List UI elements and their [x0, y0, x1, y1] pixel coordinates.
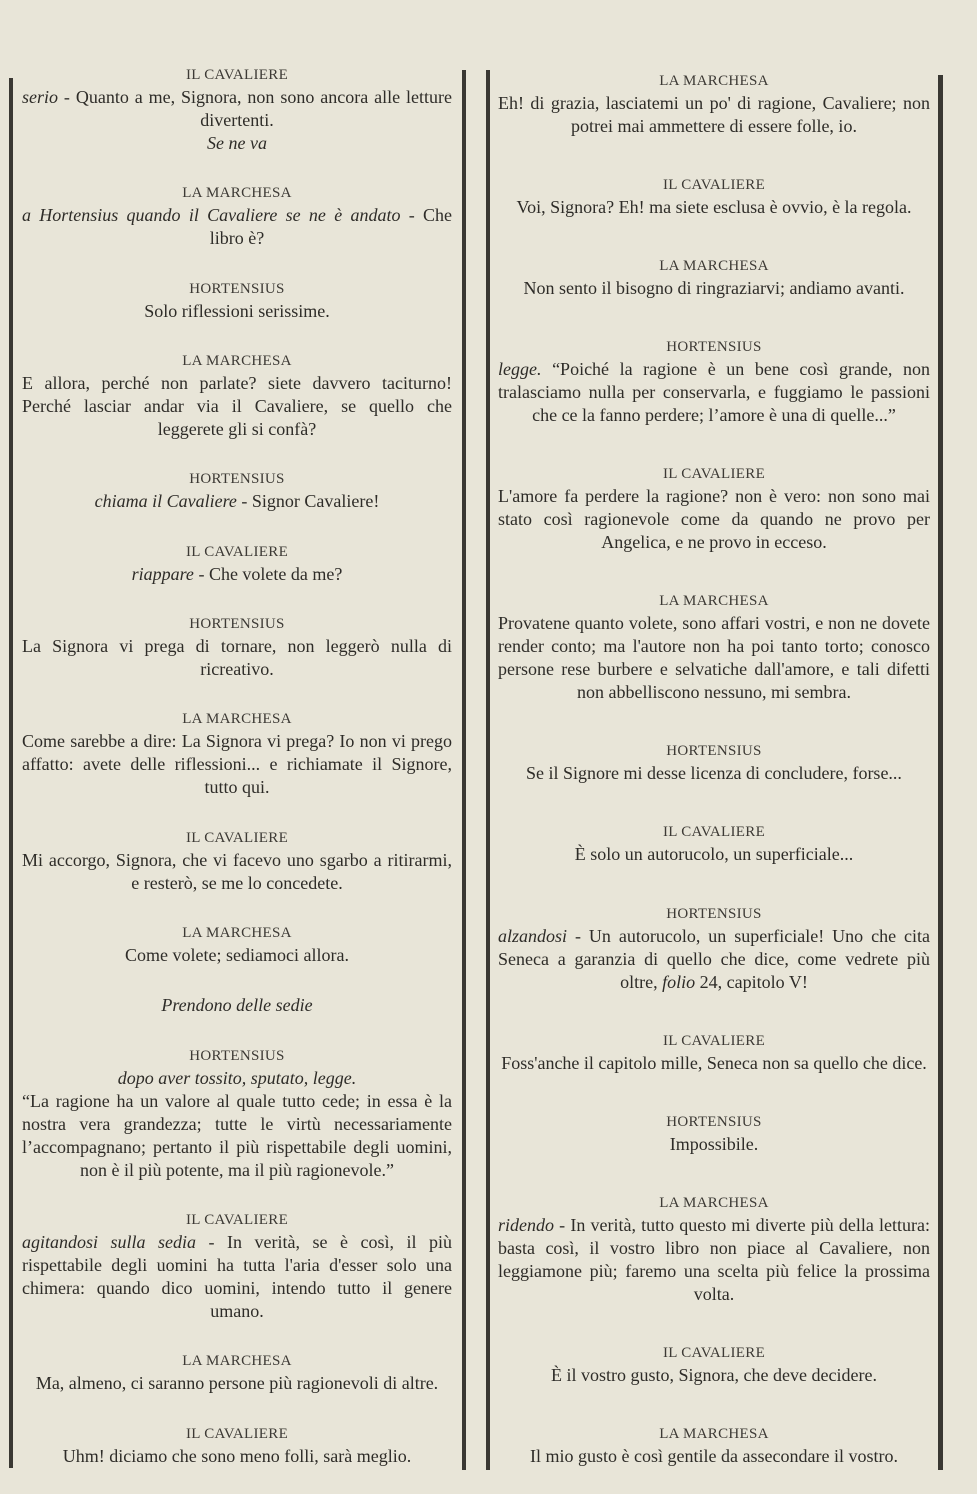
- speech-text: [22, 635, 452, 681]
- dialogue-block: [498, 1111, 930, 1156]
- dialogue-block: [498, 740, 930, 785]
- dialogue-block: [498, 821, 930, 866]
- dialogue-block: [22, 182, 452, 250]
- right-column: [498, 70, 930, 1468]
- dialogue-block: [22, 1045, 452, 1182]
- speech-line: È il vostro gusto, Signora, che deve decidere.: [551, 1364, 877, 1385]
- dialogue-block: [22, 541, 452, 586]
- speech-text: [22, 1090, 452, 1182]
- speech-text: [498, 196, 930, 219]
- speaker-name: LA MARCHESA: [659, 1425, 769, 1442]
- speech-text: [498, 1364, 930, 1387]
- speech-line: Voi, Signora? Eh! ma siete esclusa è ovvio, è la regola.: [516, 197, 912, 218]
- speaker-name: LA MARCHESA: [659, 593, 769, 610]
- speech-line: Uhm! diciamo che sono meno folli, sarà meglio.: [62, 1445, 412, 1466]
- speaker-name: HORTENSIUS: [666, 1113, 762, 1130]
- speaker-name: HORTENSIUS: [666, 905, 762, 922]
- left-column-left-rule: [9, 78, 13, 1468]
- speaker-name: LA MARCHESA: [182, 925, 292, 942]
- speech-line: L'amore fa perdere la ragione? non è vero: non sono mai stato così ragionevole come da quando ne provo per Angelica, e ne provo in ecceso.: [498, 486, 930, 553]
- dialogue-block: [22, 1350, 452, 1395]
- speech-text: [498, 843, 930, 866]
- speech-line: E allora, perché non parlate? siete davvero taciturno! Perché lasciar andar via il Cavaliere, se quello che leggerete gli si confà?: [22, 373, 452, 440]
- speech-text: [498, 1133, 930, 1156]
- italic-term: folio: [662, 971, 696, 992]
- speaker-name: IL CAVALIERE: [662, 466, 766, 483]
- speaker-name: LA MARCHESA: [659, 73, 769, 89]
- stage-direction-line: dopo aver tossito, sputato, legge.: [117, 1067, 357, 1088]
- dialogue-block: [498, 1192, 930, 1306]
- dialogue-block: [22, 827, 452, 895]
- speaker-name: HORTENSIUS: [189, 1047, 285, 1064]
- speaker-name: IL CAVALIERE: [662, 824, 766, 841]
- stage-direction-inline: serio: [22, 87, 58, 107]
- dialogue-block: [498, 70, 930, 138]
- speech-text: [498, 92, 930, 138]
- stage-direction-inline: ridendo: [498, 1214, 554, 1235]
- speech-text: serio - Quanto a me, Signora, non sono ancora alle letture divertenti.: [22, 87, 453, 130]
- speech-text: [22, 1372, 452, 1395]
- speech-text: [498, 485, 930, 554]
- speaker-name: HORTENSIUS: [666, 743, 762, 760]
- speech-text: agitandosi sulla sedia - In verità, se è così, il più rispettabile degli uomini ha tutta l'aria d'esser solo una chimera: quando dico uomini, intendo tutto il genere umano.: [22, 1232, 453, 1322]
- stage-direction-inline: chiama il Cavaliere: [94, 491, 237, 512]
- speech-line: In verità, se è così, il più rispettabile degli uomini ha tutta l'aria d'esser solo una chimera: quando dico uomini, intendo tutto il genere umano.: [22, 1232, 453, 1322]
- dialogue-block: [22, 1423, 452, 1468]
- left-column: [22, 64, 452, 1468]
- speech-line-end: 24, capitolo V!: [699, 971, 808, 992]
- speech-text: [22, 372, 452, 441]
- dialogue-block: [498, 336, 930, 427]
- exit-note: Se ne va: [207, 133, 267, 153]
- speech-line: Se il Signore mi desse licenza di concludere, forse...: [526, 763, 902, 784]
- dialogue-block: [22, 708, 452, 799]
- speech-line: “Poiché la ragione è un bene così grande, non tralasciamo nulla per conservarla, e fuggiamo le passioni che ce la fanno perdere; l’amore è una di quelle...”: [498, 359, 930, 426]
- dialogue-block: [498, 1030, 930, 1075]
- speaker-name: LA MARCHESA: [182, 711, 292, 728]
- stage-direction-inline: a Hortensius quando il Cavaliere se ne è andato: [22, 205, 401, 226]
- speaker-name: IL CAVALIERE: [185, 1212, 289, 1229]
- dialogue-block: [498, 255, 930, 300]
- speech-line: Eh! di grazia, lasciatemi un po' di ragione, Cavaliere; non potrei mai ammettere di essere folle, io.: [498, 93, 930, 136]
- speaker-name: LA MARCHESA: [659, 258, 769, 275]
- speech-line: Il mio gusto è così gentile da assecondare il vostro.: [530, 1445, 898, 1466]
- speech-text: [22, 849, 452, 895]
- speech-line: La Signora vi prega di tornare, non leggerò nulla di ricreativo.: [22, 636, 452, 680]
- speech-text: [498, 358, 930, 427]
- speaker-name: HORTENSIUS: [189, 471, 285, 488]
- speech-line: È solo un autorucolo, un superficiale...: [574, 844, 854, 865]
- speech-line: In verità, tutto questo mi diverte più della lettura: basta così, il vostro libro non piace al Cavaliere, non leggiamone più; faremo una scelta più felice la prossima volta.: [498, 1214, 931, 1304]
- speech-text: [498, 1052, 930, 1075]
- speech-line: Un autorucolo, un superficiale! Uno che cita Seneca a garanzia di quello che dice, come vedrete più oltre,: [498, 925, 930, 992]
- right-column-right-rule: [938, 75, 943, 1470]
- speech-line: Impossibile.: [669, 1133, 759, 1154]
- stage-direction-inline: alzandosi: [498, 925, 568, 946]
- stage-direction: [22, 994, 452, 1017]
- speech-line: Come volete; sediamoci allora.: [125, 945, 349, 966]
- speaker-name: IL CAVALIERE: [662, 1344, 766, 1361]
- speech-text: alzandosi - Un autorucolo, un superficiale! Uno che cita Seneca a garanzia di quello che dice, come vedrete più oltre, folio 24, capitolo V!: [498, 925, 930, 992]
- speech-text: [22, 1445, 452, 1468]
- dialogue-block: [22, 613, 452, 681]
- dialogue-block: [498, 174, 930, 219]
- speech-line: Che libro è?: [209, 205, 453, 249]
- dialogue-block: [498, 590, 930, 704]
- speech-text: [22, 944, 452, 967]
- speech-line: Provatene quanto volete, sono affari vostri, e non ne dovete render conto; ma l'autore non ha poi tanto torto; conosco persone rese burbere e selvatiche dall'amore, e tali difetti non abbelliscono nessuno, mi sembra.: [498, 613, 930, 703]
- speaker-name: IL CAVALIERE: [662, 177, 766, 194]
- dialogue-block: [22, 922, 452, 967]
- speech-text: [498, 762, 930, 785]
- right-column-left-rule: [486, 70, 490, 1470]
- speaker-name: LA MARCHESA: [182, 185, 292, 202]
- speech-line: Che volete da me?: [208, 563, 343, 584]
- speech-line: Ma, almeno, ci saranno persone più ragionevoli di altre.: [35, 1373, 439, 1394]
- dialogue-block: [22, 1209, 452, 1323]
- dialogue-block: [22, 468, 452, 513]
- speech-line: Non sento il bisogno di ringraziarvi; andiamo avanti.: [523, 278, 905, 299]
- speech-text: [498, 277, 930, 300]
- speech-line: “La ragione ha un valore al quale tutto cede; in essa è la nostra vera grandezza; tutte le virtù necessariamente l’accompagnano; pertanto il più rispettabile degli uomini, non è il più potente, ma il più ragionevole.”: [22, 1090, 452, 1180]
- stage-direction-inline: agitandosi sulla sedia: [22, 1232, 197, 1253]
- speaker-name: LA MARCHESA: [659, 1194, 769, 1211]
- speech-line: Signor Cavaliere!: [251, 491, 380, 512]
- speaker-name: HORTENSIUS: [666, 339, 762, 356]
- speaker-name: HORTENSIUS: [189, 280, 285, 297]
- speech-line: Mi accorgo, Signora, che vi facevo uno sgarbo a ritirarmi, e resterò, se me lo concedete.: [22, 849, 452, 893]
- speech-text: ridendo - In verità, tutto questo mi diverte più della lettura: basta così, il vostro libro non piace al Cavaliere, non leggiamone più; faremo una scelta più felice la prossima volta.: [498, 1214, 931, 1304]
- speech-line: Solo riflessioni serissime.: [144, 300, 330, 321]
- dialogue-block: [22, 350, 452, 441]
- speech-text: [22, 300, 452, 323]
- speech-text: [498, 612, 930, 704]
- speech-text: riappare - Che volete da me?: [131, 563, 343, 584]
- speaker-name: LA MARCHESA: [182, 1353, 292, 1370]
- direction-text: Prendono delle sedie: [161, 995, 313, 1016]
- speech-line: Come sarebbe a dire: La Signora vi prega? Io non vi prego affatto: avete delle riflessioni... e richiamate il Signore, tutto qui.: [22, 731, 452, 798]
- speaker-name: IL CAVALIERE: [185, 1425, 289, 1442]
- stage-direction-inline: riappare: [131, 563, 194, 584]
- left-column-right-rule: [462, 70, 466, 1470]
- speech-line: Quanto a me, Signora, non sono ancora alle letture divertenti.: [75, 87, 453, 130]
- dialogue-block: [498, 463, 930, 554]
- dialogue-block: [498, 1342, 930, 1387]
- dialogue-block: [498, 903, 930, 994]
- dialogue-block: [22, 64, 452, 155]
- speech-text: chiama il Cavaliere - Signor Cavaliere!: [94, 491, 380, 512]
- speaker-name: IL CAVALIERE: [185, 829, 289, 846]
- speaker-name: LA MARCHESA: [182, 353, 292, 370]
- dialogue-block: [22, 278, 452, 323]
- speech-text: [498, 1445, 930, 1468]
- speaker-name: IL CAVALIERE: [185, 543, 289, 560]
- speaker-name: IL CAVALIERE: [662, 1032, 766, 1049]
- dialogue-block: [498, 1423, 930, 1468]
- speaker-name: IL CAVALIERE: [185, 67, 289, 83]
- speech-text: [22, 730, 452, 799]
- speech-text: a Hortensius quando il Cavaliere se ne è andato - Che libro è?: [22, 205, 453, 249]
- speaker-name: HORTENSIUS: [189, 616, 285, 633]
- stage-direction-inline: legge.: [498, 359, 542, 380]
- speech-line: Foss'anche il capitolo mille, Seneca non sa quello che dice.: [501, 1052, 927, 1073]
